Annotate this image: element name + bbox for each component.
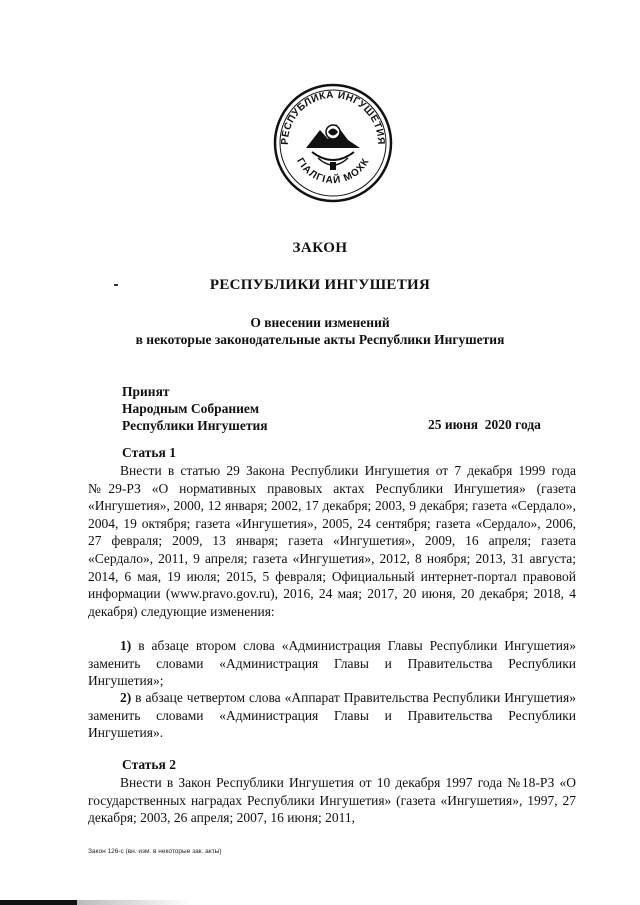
- adopted-by-republic: Республики Ингушетия: [122, 418, 268, 433]
- adopted-by: Народным Собранием: [122, 401, 260, 416]
- article-1-title: Статья 1: [122, 445, 176, 460]
- item-text: в абзаце четвертом слова «Аппарат Правительства Республики Ингушетия» заменить словами «Администрация Главы и Правительства Республики Ингушетия».: [88, 690, 576, 741]
- footer-note: Закон 126-с (вн. изм. в некоторые зак. акты): [88, 848, 222, 855]
- document-type: ЗАКОН: [292, 240, 348, 256]
- emblem-bottom-text: ГІАЛГІАЙ МОХК: [294, 156, 372, 187]
- subject-line-2: в некоторые законодательные акты Республики Ингушетия: [135, 332, 505, 347]
- article-2-intro: Внести в Закон Республики Ингушетия от 10 декабря 1997 года №18-РЗ «О государственных наградах Республики Ингушетия» (газета «Ингушетия», 1997, 27 декабря; 2003, 26 апреля; 2007, 16 июня; 2011,: [88, 775, 576, 826]
- article-1-item-2: [88, 689, 576, 742]
- scan-speck: [114, 284, 118, 286]
- scan-edge: [0, 900, 640, 905]
- adopted-date: 25 июня 2020 года: [428, 417, 541, 432]
- article-2-title: Статья 2: [122, 757, 176, 772]
- subject-line-1: О внесении изменений: [250, 315, 390, 330]
- adopted-label: Принят: [122, 384, 170, 399]
- item-number: 1): [120, 638, 132, 653]
- republic-emblem-icon: [272, 82, 394, 204]
- article-1-intro: Внести в статью 29 Закона Республики Ингушетия от 7 декабря 1999 года №29-РЗ «О нормативных правовых актах Республики Ингушетия» (газета «Ингушетия», 2000, 12 января; 2002, 17 декабря; 2003, 9 декабря; газета «Сердало», 2004, 19 октября; газета «Ингушетия», 2005, 24 сентября; газета «Сердало», 2006, 27 февраля; 2009, 13 января; газета «Ингушетия», 2009, 16 апреля; газета «Сердало», 2011, 9 апреля; газета «Ингушетия», 2012, 8 ноября; 2013, 31 августа; 2014, 6 мая, 19 июля; 2015, 5 февраля; Официальный интернет-портал правовой информации (www.pravo.gov.ru), 2016, 24 мая; 2017, 20 июня, 20 декабря; 2018, 4 декабря) следующие изменения:: [88, 463, 576, 619]
- item-text: в абзаце втором слова «Администрация Главы Республики Ингушетия» заменить словами «Администрация Главы и Правительства Республики Ингушетия»;: [88, 638, 576, 689]
- item-number: 2): [120, 690, 132, 705]
- republic-title: РЕСПУБЛИКИ ИНГУШЕТИЯ: [209, 277, 431, 293]
- emblem-top-text: РЕСПУБЛИКА ИНГУШЕТИЯ: [279, 89, 387, 146]
- article-1-item-1: [88, 637, 576, 690]
